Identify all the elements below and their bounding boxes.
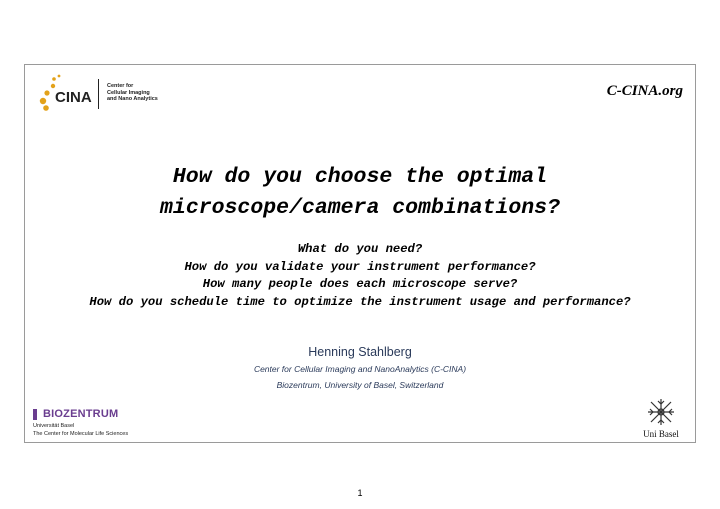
author-name: Henning Stahlberg [308, 345, 412, 359]
cina-logo-icon [37, 71, 103, 115]
biozentrum-logo [31, 408, 161, 442]
question-item: What do you need? [297, 242, 423, 256]
author-affiliation-1: Center for Cellular Imaging and NanoAnalytics (C-CINA) [253, 364, 467, 374]
title-line-2: microscope/camera combinations? [160, 196, 560, 220]
cina-descriptor [107, 83, 177, 103]
uni-basel-name: Uni Basel [643, 429, 679, 439]
biozentrum-tagline: The Center for Molecular Life Sciences [33, 431, 129, 437]
slide-title [25, 162, 695, 224]
author-affiliation-2: Biozentrum, University of Basel, Switzerland [276, 380, 444, 390]
cina-mark-text: CINA [55, 89, 92, 106]
title-line-1: How do you choose the optimal [172, 165, 548, 189]
cina-line: Cellular Imaging [107, 89, 150, 96]
biozentrum-name: BIOZENTRUM [43, 408, 119, 420]
biozentrum-university: Universität Basel [33, 423, 75, 429]
question-item: How do you validate your instrument performance? [184, 259, 536, 274]
website-label: C-CINA.org [606, 83, 683, 99]
slide-frame [24, 64, 696, 443]
question-item: How do you schedule time to optimize the instrument usage and performance? [89, 294, 631, 309]
page-number: 1 [357, 488, 363, 498]
cina-line: and Nano Analytics [107, 96, 158, 102]
cina-logo [37, 71, 177, 115]
uni-basel-logo [633, 398, 689, 442]
question-item: How many people does each microscope serve? [202, 277, 518, 291]
cina-line: Center for [107, 83, 134, 89]
questions-list [25, 241, 695, 311]
snowflake-icon [647, 398, 675, 426]
biozentrum-mark-icon [33, 409, 37, 420]
